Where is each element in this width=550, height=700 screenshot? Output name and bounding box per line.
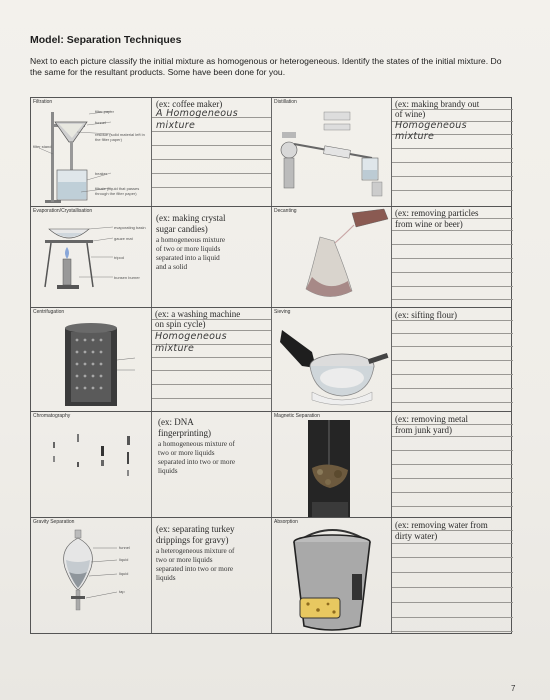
figure-label: tripod — [114, 255, 125, 260]
absorption-bucket-illustration — [272, 518, 391, 635]
sieving-answer-cell — [392, 308, 513, 411]
technique-label: Sieving — [274, 309, 291, 315]
technique-label: Distillation — [274, 99, 297, 105]
definition-text: separated into two or more — [156, 565, 234, 573]
figure-label: filter paper — [95, 109, 114, 114]
magnetic-separation-picture-cell — [272, 412, 391, 517]
definition-text: separated into two or more — [158, 458, 236, 466]
example-text: (ex: DNA — [158, 417, 194, 427]
separatory-funnel-illustration — [31, 518, 151, 635]
example-text: drippings for gravy) — [156, 535, 229, 545]
filtration-picture-cell — [31, 98, 151, 206]
absorption-answer-cell — [392, 518, 513, 635]
distillation-answer-cell — [392, 98, 513, 206]
centrifuge-illustration — [31, 308, 151, 411]
example-text: (ex: removing metal — [395, 414, 468, 424]
technique-label: Centrifugation — [33, 309, 65, 315]
definition-text: a heterogeneous mixture of — [156, 547, 235, 555]
instructions: Next to each picture classify the initial mixture as homogenous or heterogeneous. Identify the states of the initial mixture. Do the same for the resultant products. Some have been done for you. — [30, 56, 502, 77]
example-text: (ex: a washing machine — [155, 309, 241, 319]
filtration-answer-cell — [152, 98, 271, 206]
example-text: (ex: sifting flour) — [395, 310, 457, 320]
figure-label: evaporating basin — [114, 225, 146, 230]
sieving-illustration — [272, 308, 391, 411]
definition-text: liquids — [158, 467, 178, 475]
definition-text: two or more liquids — [156, 556, 213, 564]
figure-label: residue (solid material left in the filter paper) — [95, 132, 145, 142]
evaporation-answer-cell — [152, 207, 271, 307]
definition-text: separated into a liquid — [156, 254, 220, 262]
absorption-picture-cell — [272, 518, 391, 635]
definition-text: a homogeneous mixture — [156, 236, 226, 244]
technique-label: Evaporation/Crystallisation — [33, 208, 93, 214]
technique-label: Decanting — [274, 208, 297, 214]
chromatography-illustration — [31, 412, 151, 517]
example-text: of wine) — [395, 109, 426, 119]
decanting-illustration — [272, 207, 391, 307]
handwritten-answer: mixture — [395, 131, 435, 142]
example-text: from wine or beer) — [395, 219, 463, 229]
page-number: 7 — [511, 684, 516, 693]
distillation-picture-cell — [272, 98, 391, 206]
figure-label: tap — [119, 589, 125, 594]
example-text: (ex: making crystal — [156, 213, 226, 223]
definition-text: and a solid — [156, 263, 188, 271]
technique-label: Filtration — [33, 99, 53, 105]
definition-text: liquids — [156, 574, 176, 582]
figure-label: liquid — [119, 571, 129, 576]
figure-label: beaker — [95, 171, 108, 176]
technique-label: Gravity Separation — [33, 519, 75, 525]
example-text: (ex: removing water from — [395, 520, 488, 530]
figure-label: filter stand — [33, 144, 52, 149]
example-text: fingerprinting) — [158, 428, 211, 438]
handwritten-answer: A Homogeneous — [156, 108, 238, 119]
definition-text: two or more liquids — [158, 449, 215, 457]
gravity-separation-answer-cell — [152, 518, 271, 635]
centrifugation-picture-cell — [31, 308, 151, 411]
magnetic-separation-answer-cell — [392, 412, 513, 517]
chromatography-answer-cell — [152, 412, 271, 517]
example-text: (ex: making brandy out — [395, 99, 480, 109]
example-text: from junk yard) — [395, 425, 452, 435]
decanting-picture-cell — [272, 207, 391, 307]
figure-label: bunsen burner — [114, 275, 140, 280]
example-text: (ex: removing particles — [395, 208, 479, 218]
centrifugation-answer-cell — [152, 308, 271, 411]
example-text: on spin cycle) — [155, 319, 206, 329]
example-text: sugar candies) — [156, 224, 208, 234]
definition-text: of two or more liquids — [156, 245, 221, 253]
answer-lines — [392, 308, 513, 411]
example-text: dirty water) — [395, 531, 438, 541]
handwritten-answer: Homogeneous — [155, 331, 227, 342]
figure-label: gauze mat — [114, 236, 133, 241]
technique-label: Magnetic Separation — [274, 413, 320, 419]
decanting-answer-cell — [392, 207, 513, 307]
figure-label: funnel — [119, 545, 130, 550]
example-text: (ex: separating turkey — [156, 524, 235, 534]
distillation-illustration — [272, 98, 391, 206]
technique-label: Absorption — [274, 519, 298, 525]
example-text: (ex: coffee maker) — [156, 99, 223, 109]
handwritten-answer: Homogeneous — [395, 120, 467, 131]
definition-text: a homogeneous mixture of — [158, 440, 235, 448]
figure-label: liquid — [119, 557, 129, 562]
gravity-separation-picture-cell — [31, 518, 151, 635]
page-title: Model: Separation Techniques — [30, 34, 182, 46]
evaporation-illustration — [31, 207, 151, 307]
technique-label: Chromatography — [33, 413, 71, 419]
figure-label: filtrate (liquid that passes through the filter paper) — [95, 186, 140, 196]
handwritten-answer: mixture — [156, 120, 196, 131]
sieving-picture-cell — [272, 308, 391, 411]
chromatography-picture-cell — [31, 412, 151, 517]
evaporation-picture-cell — [31, 207, 151, 307]
magnetic-separation-illustration — [272, 412, 391, 517]
separation-table — [30, 97, 512, 634]
handwritten-answer: mixture — [155, 343, 195, 354]
figure-label: funnel — [95, 120, 106, 125]
